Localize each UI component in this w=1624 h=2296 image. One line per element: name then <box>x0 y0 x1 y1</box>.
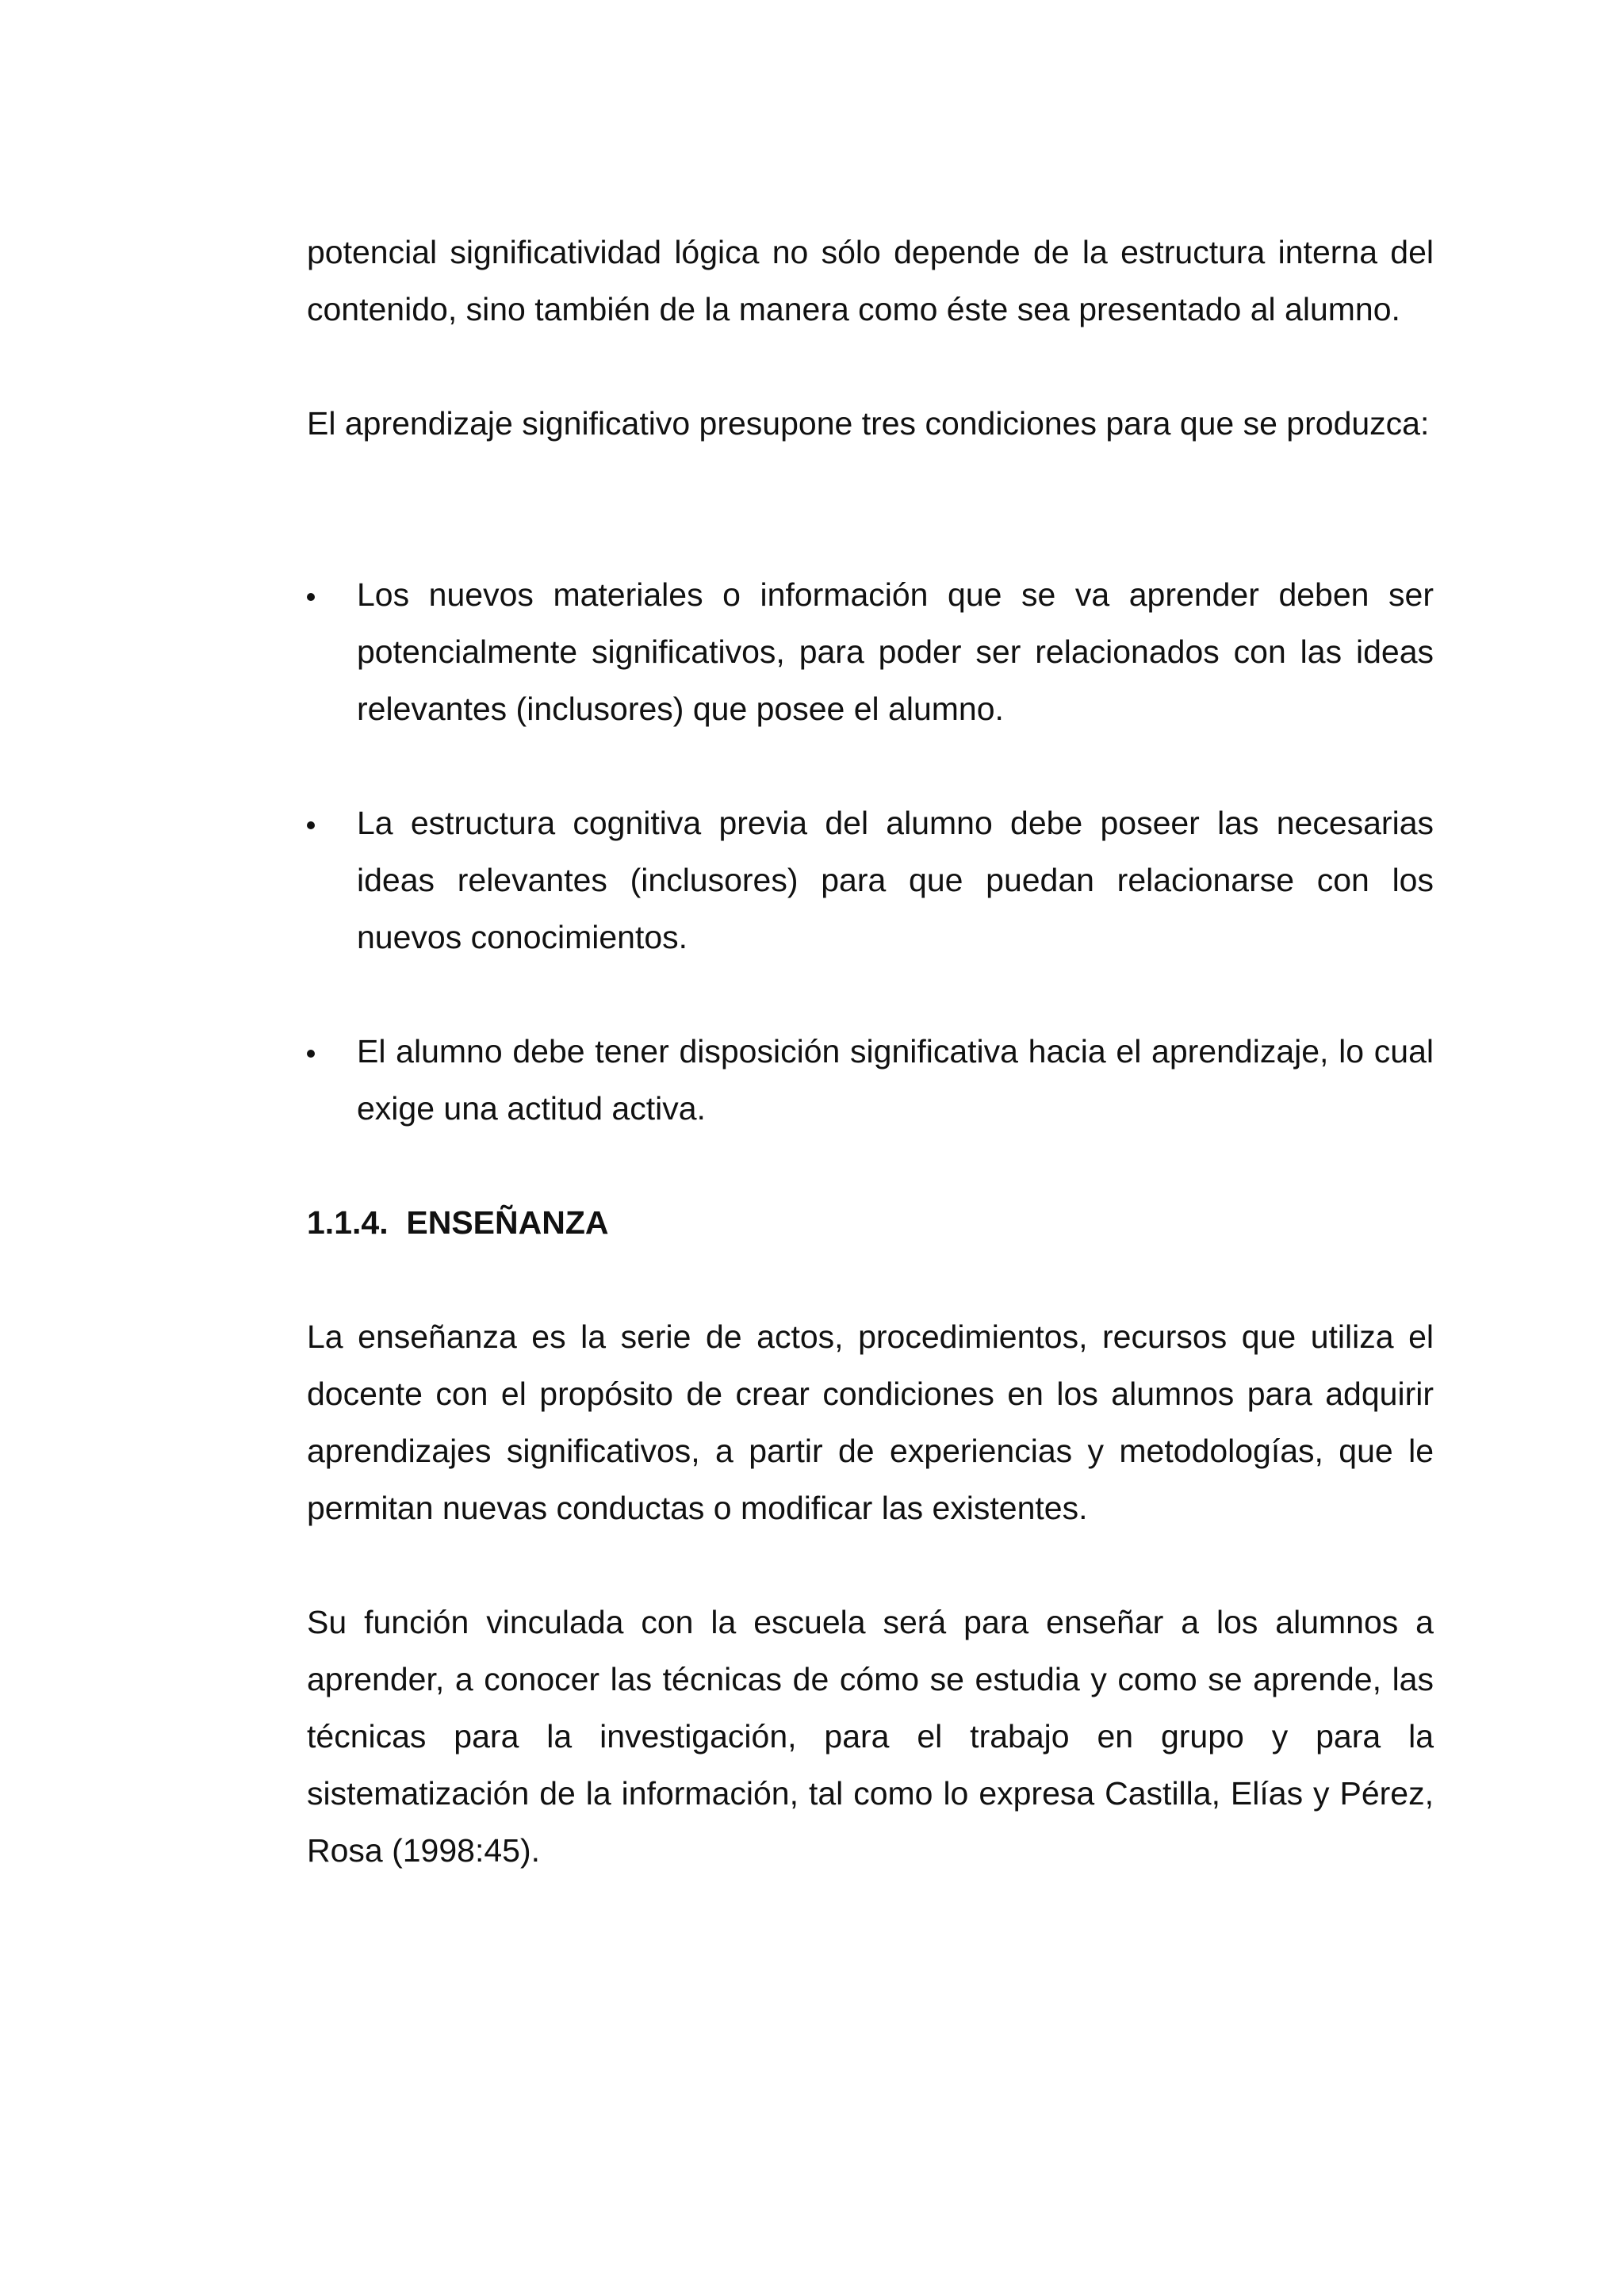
bullet-icon <box>307 593 315 601</box>
list-item-text: La estructura cognitiva previa del alumno debe poseer las necesarias ideas relevantes (inclusores) para que puedan relacionarse con los nuevos conocimientos. <box>357 805 1434 955</box>
paragraph-significatividad: potencial significatividad lógica no sólo depende de la estructura interna del contenido, sino también de la manera como éste sea presentado al alumno. <box>307 234 1434 327</box>
list-item-text: Los nuevos materiales o información que se va aprender deben ser potencialmente significativos, para poder ser relacionados con las ideas relevantes (inclusores) que posee el alumno. <box>357 576 1434 727</box>
paragraph-condiciones-intro: El aprendizaje significativo presupone tres condiciones para que se produzca: <box>307 405 1430 442</box>
section-heading: 1.1.4. ENSEÑANZA <box>307 1204 609 1241</box>
paragraph-ensenanza-definition: La enseñanza es la serie de actos, procedimientos, recursos que utiliza el docente con el propósito de crear condiciones en los alumnos para adquirir aprendizajes significativos, a partir de experiencias y metodologías, que le permitan nuevas conductas o modificar las existentes. <box>307 1318 1434 1526</box>
bullet-icon <box>307 1050 315 1058</box>
list-item-text: El alumno debe tener disposición significativa hacia el aprendizaje, lo cual exige una actitud activa. <box>357 1033 1434 1127</box>
paragraph-ensenanza-function: Su función vinculada con la escuela será para enseñar a los alumnos a aprender, a conocer las técnicas de cómo se estudia y como se aprende, las técnicas para la investigación, para el trabajo en grupo y para la sistematización de la información, tal como lo expresa Castilla, Elías y Pérez, Rosa (1998:45). <box>307 1604 1434 1869</box>
bullet-icon <box>307 821 315 829</box>
